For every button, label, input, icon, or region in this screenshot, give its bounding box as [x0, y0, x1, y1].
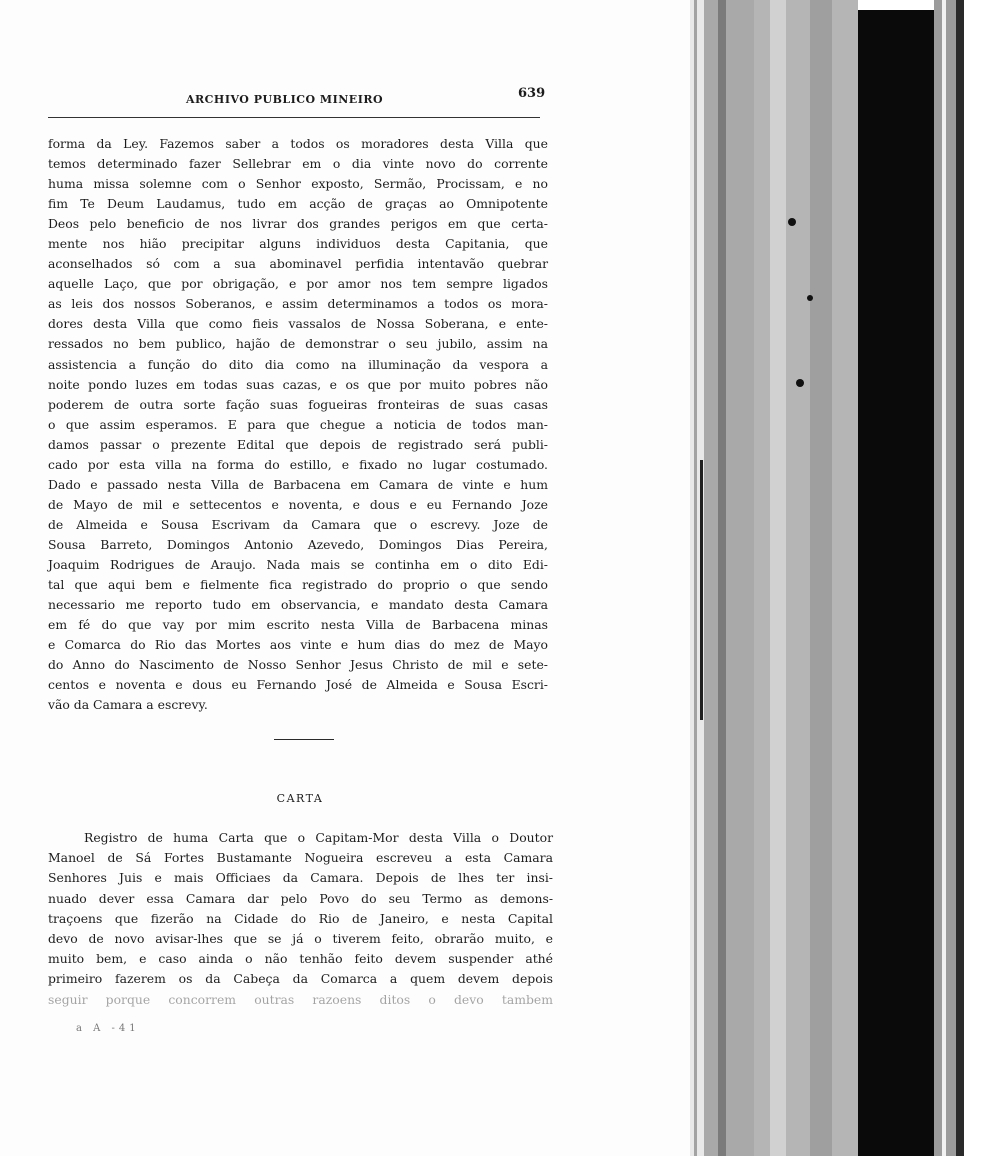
text-line: em fé do que vay por mim escrito nesta Villa de Barbacena minas [48, 617, 548, 633]
signature-mark: a A -41 [76, 1023, 140, 1034]
text-line: Manoel de Sá Fortes Bustamante Nogueira escreveu a esta Camara [48, 850, 553, 866]
text-line: vão da Camara a escrevy. [48, 697, 208, 713]
text-line: Joaquim Rodrigues de Araujo. Nada mais se continha em o dito Edi- [48, 556, 548, 572]
text-line: primeiro fazerem os da Cabeça da Comarca a quem devem depois [48, 971, 553, 987]
spine-illustration [690, 0, 990, 1156]
text-line: aconselhados só com a sua abominavel perfidia intentavão quebrar [48, 256, 548, 272]
edital-body-text [48, 134, 548, 715]
text-line: temos determinado fazer Sellebrar em o dia vinte novo do corrente [48, 156, 548, 172]
text-line: fim Te Deum Laudamus, tudo em acção de graças ao Omnipotente [48, 196, 548, 212]
text-line: forma da Ley. Fazemos saber a todos os moradores desta Villa que [48, 136, 548, 151]
text-line: aquelle Laço, que por obrigação, e por amor nos tem sempre ligados [48, 276, 548, 292]
text-line: do Anno do Nascimento de Nosso Senhor Jesus Christo de mil e sete- [48, 657, 548, 673]
text-line: Registro de huma Carta que o Capitam-Mor desta Villa o Doutor [84, 830, 553, 845]
text-line: e Comarca do Rio das Mortes aos vinte e hum dias do mez de Mayo [48, 637, 548, 653]
letter-body-text [48, 828, 553, 1010]
text-line: seguir porque concorrem outras razoens ditos o devo tambem [48, 991, 553, 1007]
text-line: Senhores Juis e mais Officiaes da Camara. Depois de lhes ter insi- [48, 870, 553, 886]
text-line: mente nos hião precipitar alguns individuos desta Capitania, que [48, 236, 548, 252]
text-line: poderem de outra sorte fação suas fogueiras fronteiras de suas casas [48, 396, 548, 412]
section-divider [274, 739, 334, 740]
text-line: cado por esta villa na forma do estillo, e fixado no lugar costumado. [48, 456, 548, 472]
text-line: de Mayo de mil e settecentos e noventa, e dous e eu Fernando Joze [48, 496, 548, 512]
text-line: as leis dos nossos Soberanos, e assim determinamos a todos os mora- [48, 296, 548, 312]
text-line: noite pondo luzes em todas suas cazas, e os que por muito pobres não [48, 376, 548, 392]
text-line: Sousa Barreto, Domingos Antonio Azevedo, Domingos Dias Pereira, [48, 536, 548, 552]
text-line: damos passar o prezente Edital que depois de registrado será publi- [48, 436, 548, 452]
text-line: huma missa solemne com o Senhor exposto, Sermão, Procissam, e no [48, 176, 548, 192]
text-line: Deos pelo beneficio de nos livrar dos grandes perigos em que certa- [48, 216, 548, 232]
text-line: de Almeida e Sousa Escrivam da Camara que o escrevy. Joze de [48, 516, 548, 532]
text-line: traçoens que fizerão na Cidade do Rio de Janeiro, e nesta Capital [48, 910, 553, 926]
text-line: ressados no bem publico, hajão de demonstrar o seu jubilo, assim na [48, 336, 548, 352]
text-line: devo de novo avisar-lhes que se já o tiverem feito, obrarão muito, e [48, 931, 553, 947]
running-header: ARCHIVO PUBLICO MINEIRO [186, 93, 384, 106]
text-line: o que assim esperamos. E para que chegue a noticia de todos man- [48, 416, 548, 432]
page-number: 639 [518, 86, 546, 101]
text-line: muito bem, e caso ainda o não tenhão feito devem suspender athé [48, 951, 553, 967]
book-spine-edge [690, 0, 990, 1156]
text-line: nuado dever essa Camara dar pelo Povo do seu Termo as demons- [48, 890, 553, 906]
text-line: Dado e passado nesta Villa de Barbacena em Camara de vinte e hum [48, 476, 548, 492]
text-line: assistencia a função do dito dia como na illuminação da vespora a [48, 356, 548, 372]
text-line: dores desta Villa que como fieis vassalos de Nossa Soberana, e ente- [48, 316, 548, 332]
header-rule [48, 117, 540, 118]
text-line: tal que aqui bem e fielmente fica registrado do proprio o que sendo [48, 577, 548, 593]
text-line: centos e noventa e dous eu Fernando José de Almeida e Sousa Escri- [48, 677, 548, 693]
text-line: necessario me reporto tudo em observancia, e mandato desta Camara [48, 597, 548, 613]
section-title: CARTA [276, 792, 324, 805]
